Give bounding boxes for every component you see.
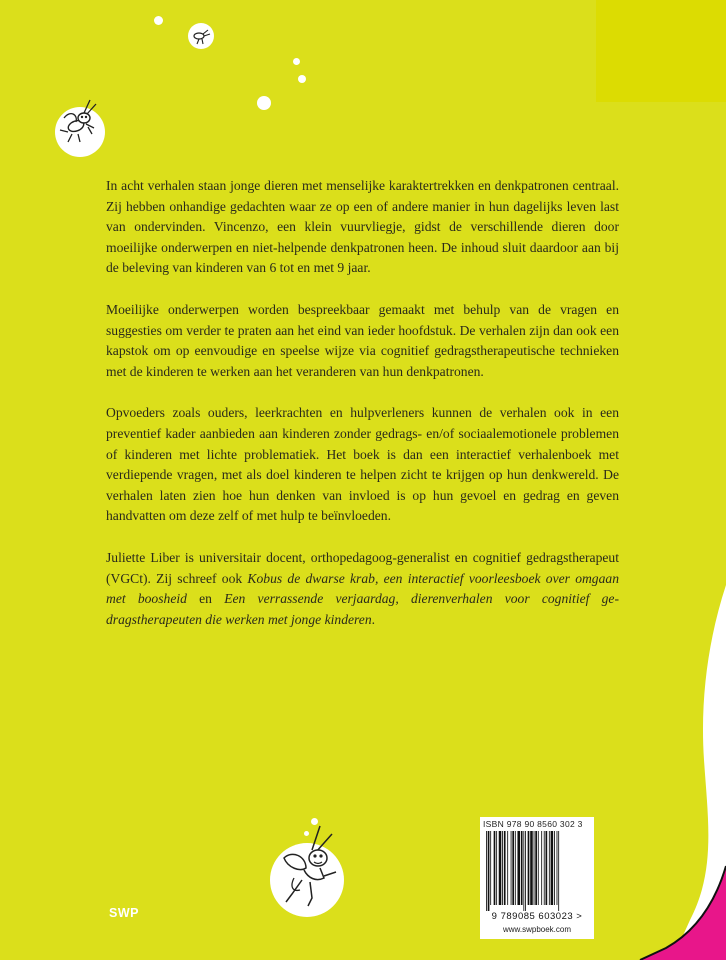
barcode-panel xyxy=(480,817,594,939)
paragraph-educators: Opvoeders zoals ouders, leerkrachten en hulpverleners kunnen de verhalen ook in een preventief kader aanbieden aan kinderen zonder gedrags- en/of sociaalemotionele problemen of kinderen met lichte problematiek. Het boek is dan een interactief verhalenboek met verdiepende vragen, met als doel kinderen te helpen zicht te krijgen op hun denkwereld. De verhalen laten zien hoe hun denken van invloed is op hun gevoel en gedrag en geven handvatten om deze zelf of met hulp te beïnvloeden. xyxy=(106,405,619,524)
publisher-logo: SWP xyxy=(109,906,139,920)
back-cover-text xyxy=(106,176,619,651)
barcode-digits: 9 789085 603023 > xyxy=(491,911,583,922)
book-title-2: Een verrassende verjaardag, dierenverhalen voor cognitief gedragstherapeuten die werken met jonge kinderen xyxy=(106,591,619,627)
barcode-icon xyxy=(484,831,590,911)
paragraph-intro: In acht verhalen staan jonge dieren met menselijke karaktertrekken en denkpatronen centraal. Zij hebben onhandige gedachten waar ze op een of andere manier in hun dagelijks leven last van ondervinden. Vincenzo, een klein vuurvliegje, gidst de verschillende dieren door moeilijke onderwerpen en niet-helpende denkpatronen heen. De inhoud sluit daardoor aan bij de beleving van kinderen van 6 tot en met 9 jaar. xyxy=(106,178,619,276)
isbn-label: ISBN 978 90 8560 302 3 xyxy=(483,819,583,829)
paragraph-author xyxy=(106,548,619,630)
paragraph-topics: Moeilijke onderwerpen worden bespreekbaar gemaakt met behulp van de vragen en suggesties om verder te praten aan het eind van ieder hoofdstuk. De verhalen zijn dan ook een kapstok om op eenvoudige en speelse wijze via cognitief gedragstherapeutische technieken met de kinderen te werken aan het veranderen van hun denkpatronen. xyxy=(106,301,619,379)
book-title-1: Kobus de dwarse krab, een interactief voorleesboek over omgaan met boosheid xyxy=(106,570,619,607)
author-end: . xyxy=(371,611,376,627)
author-intro: Juliette Liber is universitair docent, orthopedagoog-generalist en cognitief gedragstherapeut (VGCt). Zij schreef ook xyxy=(106,549,619,586)
author-connector: en xyxy=(186,591,225,607)
publisher-url: www.swpboek.com xyxy=(502,925,572,934)
